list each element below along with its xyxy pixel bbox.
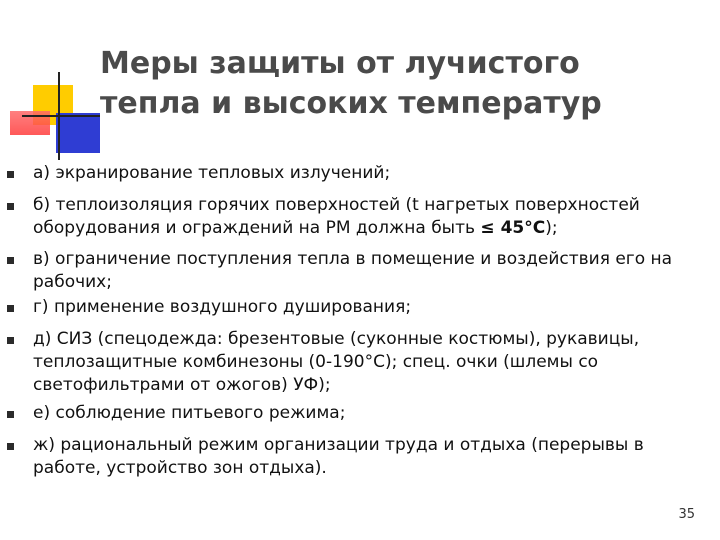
list-item-text: б) теплоизоляция горячих поверхностей (t нагретых поверхностей оборудования и ограждений на РМ должна быть ≤ 45°С); <box>33 195 640 238</box>
bullet-icon <box>7 443 14 450</box>
bullet-icon <box>7 305 14 312</box>
decorative-horizontal-line <box>22 115 100 117</box>
page-number: 35 <box>678 507 695 522</box>
bullet-icon <box>7 337 14 344</box>
bullet-icon <box>7 411 14 418</box>
bullet-icon <box>7 257 14 264</box>
bullet-icon <box>7 171 14 178</box>
decorative-blue-square <box>56 113 100 153</box>
title-line-2: тепла и высоких температур <box>100 86 602 121</box>
list-item-text: в) ограничение поступления тепла в помещение и воздействия его на рабочих; <box>33 249 673 292</box>
list-item-text: а) экранирование тепловых излучений; <box>33 163 391 183</box>
list-item-text: г) применение воздушного душирования; <box>33 297 412 317</box>
list-item-text: е) соблюдение питьевого режима; <box>33 403 346 423</box>
bullet-icon <box>7 203 14 210</box>
title-line-1: Меры защиты от лучистого <box>100 46 580 81</box>
list-item-text: д) СИЗ (спецодежда: брезентовые (суконные костюмы), рукавицы, теплозащитные комбинезоны (0-190°С); спец. очки (шлемы со светофильтрами от ожогов) УФ); <box>33 329 640 395</box>
slide-title <box>100 44 700 124</box>
list-item-text: ж) рациональный режим организации труда и отдыха (перерывы в работе, устройство зон отдыха). <box>33 435 644 478</box>
